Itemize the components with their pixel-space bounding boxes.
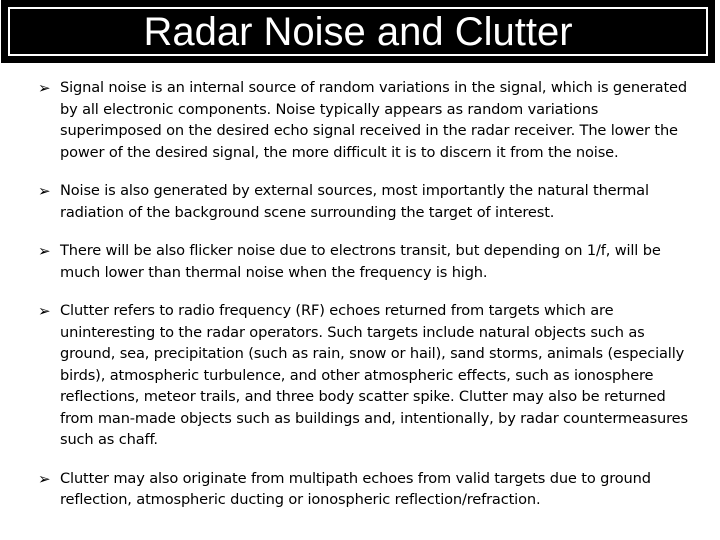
title-frame <box>8 7 708 56</box>
slide-title: Radar Noise and Clutter <box>143 9 573 54</box>
bullet-text: There will be also flicker noise due to electrons transit, but depending on 1/f, will be much lower than thermal noise when the frequency is high. <box>60 242 661 281</box>
arrow-bullet-icon: ➢ <box>38 242 51 260</box>
bullet-item <box>38 468 698 511</box>
bullet-text: Signal noise is an internal source of random variations in the signal, which is generated by all electronic components. Noise typically appears as random variations superimposed on the desired echo signal received in the radar receiver. The lower the power of the desired signal, the more difficult it is to discern it from the noise. <box>60 79 687 161</box>
bullet-item <box>38 180 698 223</box>
bullet-text: Noise is also generated by external sources, most importantly the natural thermal radiation of the background scene surrounding the target of interest. <box>60 182 649 221</box>
arrow-bullet-icon: ➢ <box>38 302 51 320</box>
arrow-bullet-icon: ➢ <box>38 182 51 200</box>
title-bar <box>1 0 715 63</box>
bullet-item <box>38 77 698 163</box>
arrow-bullet-icon: ➢ <box>38 469 51 488</box>
arrow-bullet-icon: ➢ <box>38 79 51 97</box>
bullet-item <box>38 300 698 451</box>
bullet-item <box>38 240 698 283</box>
bullet-list <box>38 77 698 511</box>
bullet-text: Clutter refers to radio frequency (RF) echoes returned from targets which are uninteresting to the radar operators. Such targets include natural objects such as ground, sea, precipitation (such as rain, snow or hail), sand storms, animals (especially birds), atmospheric turbulence, and other atmospheric effects, such as ionosphere reflections, meteor trails, and three body scatter spike. Clutter may also be returned from man-made objects such as buildings and, intentionally, by radar countermeasures such as chaff. <box>60 302 688 448</box>
bullet-text: Clutter may also originate from multipath echoes from valid targets due to ground reflection, atmospheric ducting or ionospheric reflection/refraction. <box>60 469 651 508</box>
